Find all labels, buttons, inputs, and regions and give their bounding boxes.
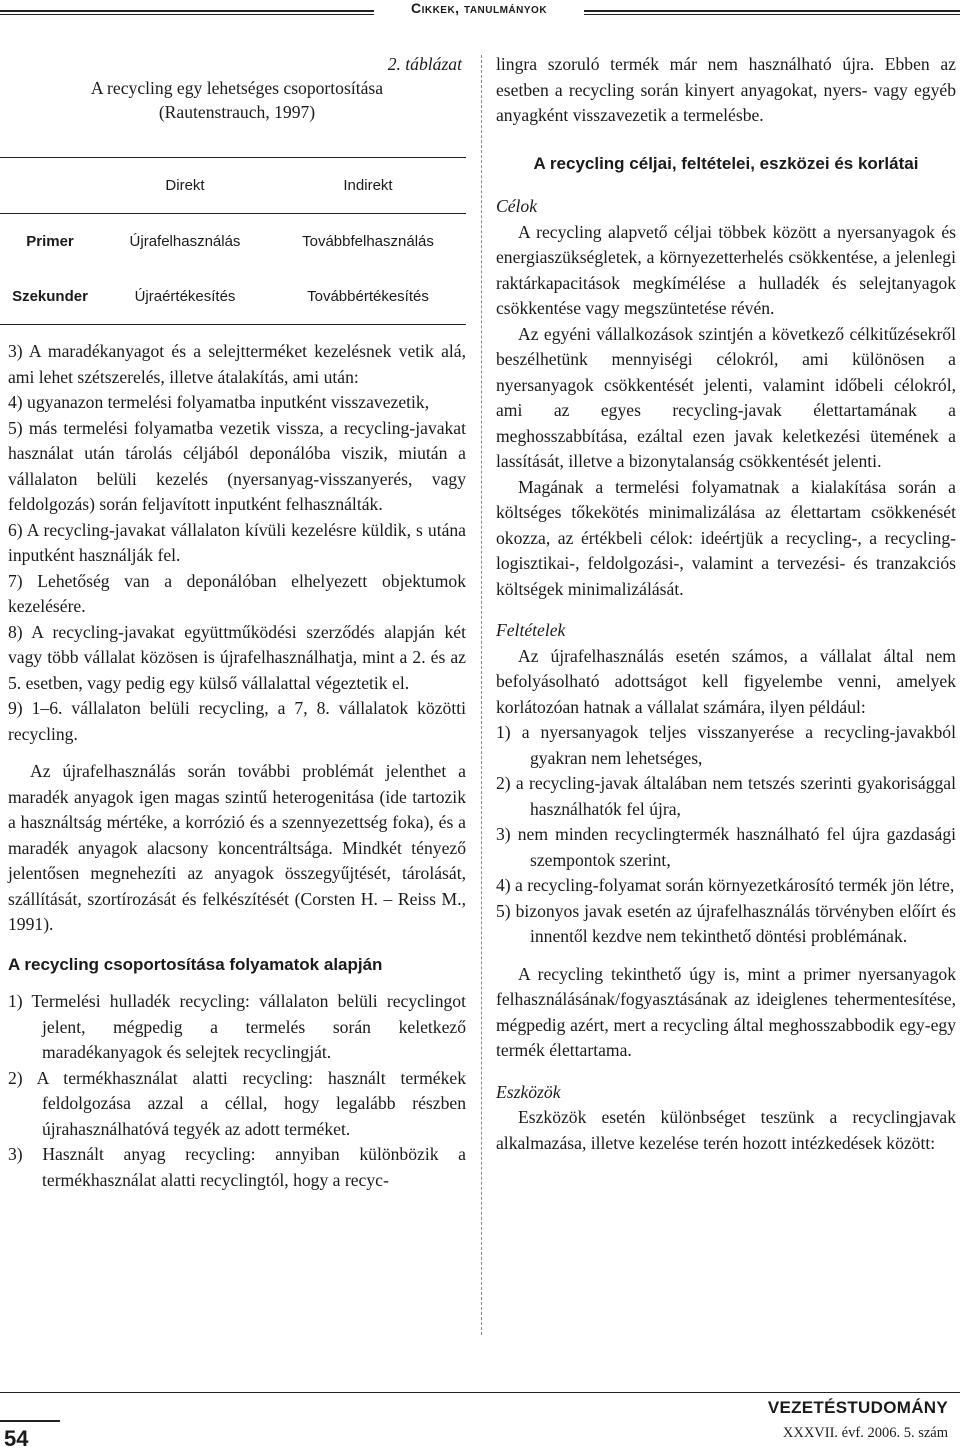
- header-rule-right: [584, 10, 960, 12]
- list-item: 5) más termelési folyamatba vezetik vissza, a recycling-javakat használat után tárolás céljából deponálóba viszik, miután a vállalaton belüli kezelés (nyersanyag-visszanyerés, vagy feldolgozás) során feljavított inputként felhasználták.: [8, 417, 466, 514]
- body-paragraph: A recycling tekinthető úgy is, mint a primer nyersanyagok felhasználásának/fogyasztásának az ideiglenes tehermentesítése, mégpedig azért, mert a recycling által meghosszabbodik egy-egy termék élettartama.: [496, 963, 956, 1060]
- list-item: 2) a recycling-javak általában nem tetszés szerinti gyakorisággal használhatók fel újra,: [496, 773, 956, 819]
- body-paragraph: A recycling alapvető céljai többek között a nyersanyagok és energiaszükségletek, a környezetterhelés csökkentése, a jelenlegi raktárkapacitások megkímélése a hulladék és selejtanyagok csökkentése vagy megszüntetése révén.: [496, 221, 956, 318]
- table-header-row: [0, 158, 466, 214]
- header-rule-left: [0, 10, 374, 12]
- subheading-celok: Célok: [496, 196, 538, 216]
- list-item: 2) A termékhasználat alatti recycling: használt termékek feldolgozása azzal a céllal, hogy legalább részben újrahasználhatóvá tegyék az adott terméket.: [8, 1067, 466, 1139]
- table-cell: Újrafelhasználás: [129, 232, 241, 250]
- condition-list: [496, 720, 956, 950]
- subheading-feltetelek: Feltételek: [496, 620, 566, 640]
- footer-rule: [0, 1392, 960, 1393]
- list-item: 3) nem minden recyclingtermék használható fel újra gazdasági szempontok szerint,: [496, 824, 956, 870]
- body-paragraph: Eszközök esetén különbséget teszünk a recyclingjavak alkalmazása, illetve kezelése terén hozott intézkedések között:: [496, 1107, 956, 1153]
- section-heading: A recycling céljai, feltételei, eszközei és korlátai: [533, 153, 919, 173]
- header-rule-right-thin: [584, 14, 960, 15]
- left-column: [8, 52, 466, 1193]
- body-paragraph: Az újrafelhasználás esetén számos, a vállalat által nem befolyásolható adottságot kell figyelembe venni, amelyek korlátozóan hatnak a vállalat számára, ilyen például:: [496, 645, 956, 717]
- process-list: [8, 339, 466, 747]
- table-caption: [8, 52, 466, 124]
- body-paragraph: Az újrafelhasználás során további problémát jelenthet a maradék anyagok igen magas szintű heterogenitása (ide tartozik a használtság mértéke, a korrózió és a szennyezettség foka), és a maradék anyagok alacsony koncentráltsága. Mindkét tényező jelentősen megnehezíti az anyagok összegyűjtését, tárolását, szállítását, szortírozását és felkészítését (Corsten H. – Reiss M., 1991).: [8, 761, 466, 934]
- section-title: Cikkek, tanulmányok: [410, 0, 548, 16]
- right-column: [496, 52, 956, 1156]
- row-header: Szekunder: [0, 269, 100, 325]
- list-item: 1) Termelési hulladék recycling: vállalaton belüli recyclingot jelent, mégpedig a termelés során keletkező maradékanyagok és selejtek recyclingját.: [8, 991, 466, 1062]
- table-cell: Továbbfelhasználás: [302, 232, 434, 250]
- list-item: 3) A maradékanyagot és a selejtterméket kezelésnek vetik alá, ami lehet szétszerelés, illetve átalakítás, ami után:: [8, 341, 466, 387]
- list-item: 4) a recycling-folyamat során környezetkárosító termék jön létre,: [496, 875, 955, 895]
- body-paragraph: Az egyéni vállalkozások szintjén a következő célkitűzésekről beszélhetünk mennyiségi célokról, ami különösen a nyersanyagok csökkentését jelenti, valamint időbeli célokról, ami az egyes recycling-javak élettartamának a meghosszabbítása, ezáltal ezen javak keletkezési ütemének a lassítását, illetve a bizonytalanság csökkentését jelenti.: [496, 323, 956, 471]
- list-item: 1) a nyersanyagok teljes visszanyerése a recycling-javakból gyakran nem lehetséges,: [496, 722, 956, 768]
- table-cell: Továbbértékesítés: [270, 269, 466, 325]
- table-row: [0, 214, 466, 270]
- col-header-indirekt: Indirekt: [270, 158, 466, 214]
- table-source: (Rautenstrauch, 1997): [158, 102, 316, 122]
- section-heading: A recycling csoportosítása folyamatok alapján: [8, 954, 383, 974]
- column-divider: [481, 55, 482, 1335]
- page-number: 54: [0, 1420, 60, 1453]
- table-number: 2. táblázat: [387, 54, 462, 74]
- table-title: A recycling egy lehetséges csoportosítása: [90, 78, 384, 98]
- body-paragraph: Magának a termelési folyamatnak a kialakítása során a költséges tőkekötés minimalizálása az élettartam csökkenését okozza, az értékbeli célok: ideértjük a recycling-, a recycling-logisztikai-, feldolgozási-, valamint a tervezési- és tranzakciós költségek minimalizálását.: [496, 476, 956, 599]
- subheading-eszkozok: Eszközök: [496, 1081, 561, 1102]
- table-corner: [0, 158, 100, 214]
- list-item: 3) Használt anyag recycling: annyiban különbözik a termékhasználat alatti recyclingtól, hogy a recyc-: [8, 1144, 466, 1190]
- section-header: [374, 0, 584, 16]
- continued-paragraph: lingra szoruló termék már nem használható újra. Ebben az esetben a recycling során kinyert anyagokat, nyers- vagy egyéb anyagként visszavezetik a termelésbe.: [496, 54, 956, 125]
- grouping-list: [8, 989, 466, 1193]
- list-item: 7) Lehetőség van a deponálóban elhelyezett objektumok kezelésére.: [8, 570, 466, 616]
- journal-name: VEZETÉSTUDOMÁNY: [767, 1398, 948, 1417]
- issue-info: XXXVII. évf. 2006. 5. szám: [782, 1425, 948, 1441]
- list-item: 9) 1–6. vállalaton belüli recycling, a 7, 8. vállalatok közötti recycling.: [8, 698, 466, 744]
- list-item: 5) bizonyos javak esetén az újrafelhasználás törvényben előírt és innentől kezdve nem tekinthető döntési problémának.: [496, 900, 956, 946]
- table-row: [0, 269, 466, 325]
- row-header: Primer: [26, 232, 74, 250]
- list-item: 4) ugyanazon termelési folyamatba inputként visszavezetik,: [8, 392, 430, 412]
- list-item: 6) A recycling-javakat vállalaton kívüli kezelésre küldik, s utána inputként használják fel.: [8, 519, 466, 565]
- table-cell: Újraértékesítés: [100, 269, 270, 325]
- col-header-direkt: Direkt: [100, 158, 270, 214]
- header-rule-left-thin: [0, 14, 374, 15]
- list-item: 8) A recycling-javakat együttműködési szerződés alapján két vagy több vállalat közösen is újrafelhasználhatja, mint a 2. és az 5. esetben, vagy pedig egy külső vállalattal végeztetik el.: [8, 621, 466, 693]
- recycling-table: [0, 157, 466, 325]
